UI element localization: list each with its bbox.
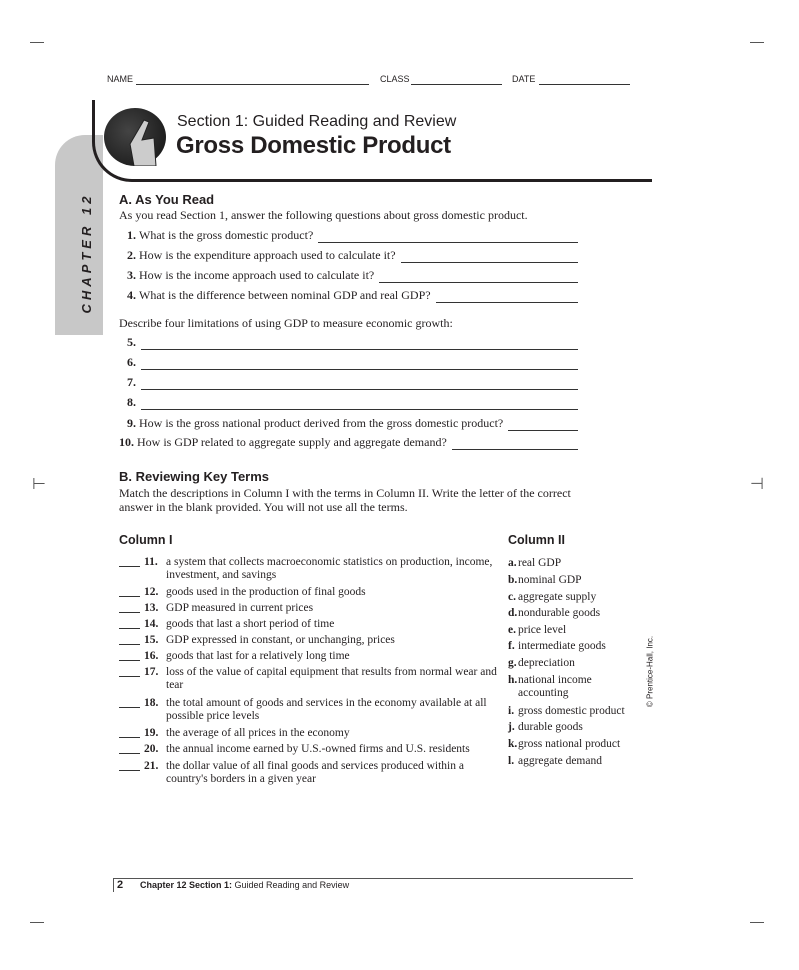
- answer-field[interactable]: [318, 233, 578, 243]
- term-text: nominal GDP: [518, 574, 582, 586]
- column-1-item: [119, 650, 499, 663]
- answer-field[interactable]: [141, 380, 578, 390]
- item-text: GDP expressed in constant, or unchanging, prices: [166, 634, 395, 646]
- question-number: 10.: [119, 435, 134, 449]
- question-1: [127, 228, 578, 243]
- question-number: 8.: [127, 395, 136, 409]
- question-number: 2.: [127, 248, 136, 262]
- item-letter: d.: [508, 607, 518, 619]
- question-text: How is the expenditure approach used to calculate it?: [139, 248, 396, 262]
- section-label: Section 1: Guided Reading and Review: [177, 113, 457, 130]
- item-text: goods that last a short period of time: [166, 618, 335, 630]
- question-number: 1.: [127, 228, 136, 242]
- item-number: 13.: [144, 602, 159, 614]
- question-2: [127, 248, 578, 263]
- question-9: [127, 416, 578, 431]
- question-number: 6.: [127, 355, 136, 369]
- name-label: NAME: [107, 74, 134, 84]
- class-field[interactable]: [411, 84, 502, 85]
- date-label: DATE: [512, 74, 536, 84]
- item-number: 14.: [144, 618, 159, 630]
- section-heading: A. As You Read: [119, 192, 215, 207]
- column-1-item: [119, 727, 499, 740]
- column-2-item: [508, 607, 638, 620]
- item-number: 16.: [144, 650, 159, 662]
- answer-blank[interactable]: [119, 586, 140, 597]
- column-2-heading: Column II: [508, 533, 565, 547]
- question-text: What is the difference between nominal GDP and real GDP?: [139, 288, 431, 302]
- item-number: 17.: [144, 666, 159, 678]
- chapter-label: CHAPTER 12: [79, 192, 94, 314]
- footer-text: [140, 880, 349, 890]
- term-text: depreciation: [518, 657, 575, 669]
- date-field[interactable]: [539, 84, 630, 85]
- instructions: As you read Section 1, answer the following questions about gross domestic product.: [119, 208, 528, 222]
- term-text: durable goods: [518, 721, 583, 733]
- answer-blank[interactable]: [119, 743, 140, 754]
- class-label: CLASS: [380, 74, 410, 84]
- item-letter: i.: [508, 705, 515, 717]
- describe-prompt: Describe four limitations of using GDP to measure economic growth:: [119, 316, 453, 330]
- footer-section: Guided Reading and Review: [232, 880, 350, 890]
- term-text: gross domestic product: [518, 705, 625, 717]
- column-1-item: [119, 602, 499, 615]
- item-number: 18.: [144, 697, 159, 709]
- question-number: 4.: [127, 288, 136, 302]
- blank-5: [127, 335, 578, 350]
- column-2-item: [508, 657, 638, 670]
- item-letter: b.: [508, 574, 518, 586]
- item-text: the dollar value of all final goods and services produced within a country's borders in a given year: [166, 760, 464, 785]
- page-number: 2: [113, 878, 127, 892]
- column-1-item: [119, 760, 499, 786]
- question-number: 3.: [127, 268, 136, 282]
- registration-mark: ⊣: [750, 476, 764, 493]
- answer-field[interactable]: [452, 440, 578, 450]
- answer-blank[interactable]: [119, 602, 140, 613]
- crop-mark: [750, 42, 764, 43]
- column-1-item: [119, 697, 499, 723]
- answer-blank[interactable]: [119, 650, 140, 661]
- column-2-item: [508, 705, 638, 718]
- item-text: GDP measured in current prices: [166, 602, 314, 614]
- term-text: gross national product: [518, 738, 621, 750]
- answer-blank[interactable]: [119, 727, 140, 738]
- question-4: [127, 288, 578, 303]
- item-text: the annual income earned by U.S.-owned firms and U.S. residents: [166, 743, 470, 755]
- question-text: How is the income approach used to calculate it?: [139, 268, 375, 282]
- column-1-item: [119, 618, 499, 631]
- page-title: Gross Domestic Product: [176, 132, 451, 159]
- item-letter: l.: [508, 755, 515, 767]
- item-text: the average of all prices in the economy: [166, 727, 350, 739]
- name-field[interactable]: [136, 84, 369, 85]
- registration-mark: ⊢: [32, 476, 46, 493]
- blank-6: [127, 355, 578, 370]
- question-text: How is GDP related to aggregate supply and aggregate demand?: [137, 435, 447, 449]
- answer-field[interactable]: [141, 340, 578, 350]
- answer-field[interactable]: [436, 293, 578, 303]
- footer-rule: [113, 878, 633, 879]
- item-number: 21.: [144, 760, 159, 772]
- column-1-item: [119, 634, 499, 647]
- column-2-item: [508, 721, 638, 734]
- column-1-item: [119, 556, 499, 582]
- item-number: 20.: [144, 743, 159, 755]
- item-letter: e.: [508, 624, 516, 636]
- column-2-item: [508, 624, 638, 637]
- instructions: answer in the blank provided. You will not use all the terms.: [119, 500, 408, 514]
- item-text: a system that collects macroeconomic statistics on production, income, investment, and savings: [166, 556, 493, 581]
- column-1-item: [119, 666, 499, 692]
- item-letter: g.: [508, 657, 517, 669]
- answer-field[interactable]: [141, 360, 578, 370]
- column-2-item: [508, 738, 638, 751]
- term-text: aggregate supply: [518, 591, 597, 603]
- item-number: 11.: [144, 556, 158, 568]
- term-text: price level: [518, 624, 567, 636]
- column-1-heading: Column I: [119, 533, 173, 547]
- question-text: What is the gross domestic product?: [139, 228, 314, 242]
- answer-blank[interactable]: [119, 634, 140, 645]
- answer-blank[interactable]: [119, 666, 140, 677]
- item-letter: k.: [508, 738, 518, 750]
- question-number: 7.: [127, 375, 136, 389]
- item-number: 12.: [144, 586, 159, 598]
- column-2-item: [508, 640, 638, 653]
- term-text: aggregate demand: [518, 755, 602, 767]
- item-number: 15.: [144, 634, 159, 646]
- item-text: goods that last for a relatively long time: [166, 650, 350, 662]
- crop-mark: [30, 42, 44, 43]
- question-3: [127, 268, 578, 283]
- item-text: the total amount of goods and services in the economy available at all possible price levels: [166, 697, 487, 722]
- answer-field[interactable]: [508, 421, 578, 431]
- item-text: goods used in the production of final goods: [166, 586, 366, 598]
- item-letter: h.: [508, 674, 518, 686]
- answer-field[interactable]: [401, 253, 578, 263]
- answer-blank[interactable]: [119, 760, 140, 771]
- question-text: How is the gross national product derived from the gross domestic product?: [139, 416, 504, 430]
- item-text: loss of the value of capital equipment that results from normal wear and tear: [166, 666, 497, 691]
- question-number: 9.: [127, 416, 136, 430]
- column-1-item: [119, 586, 499, 599]
- answer-blank[interactable]: [119, 556, 140, 567]
- answer-field[interactable]: [379, 273, 578, 283]
- question-number: 5.: [127, 335, 136, 349]
- item-letter: j.: [508, 721, 515, 733]
- item-letter: c.: [508, 591, 516, 603]
- crop-mark: [30, 922, 44, 923]
- column-2-item: [508, 755, 638, 768]
- blank-8: [127, 395, 578, 410]
- term-text: nondurable goods: [518, 607, 601, 619]
- item-number: 19.: [144, 727, 159, 739]
- column-1-item: [119, 743, 499, 756]
- item-letter: f.: [508, 640, 515, 652]
- crop-mark: [750, 922, 764, 923]
- column-2-item: [508, 574, 638, 587]
- blank-7: [127, 375, 578, 390]
- term-text: national income accounting: [518, 674, 592, 699]
- footer-chapter: Chapter 12 Section 1:: [140, 880, 233, 890]
- item-letter: a.: [508, 557, 517, 569]
- section-heading: B. Reviewing Key Terms: [119, 469, 270, 484]
- term-text: real GDP: [518, 557, 562, 569]
- answer-field[interactable]: [141, 400, 578, 410]
- instructions: Match the descriptions in Column I with the terms in Column II. Write the letter of the correct: [119, 486, 571, 500]
- copyright: © Prentice-Hall, Inc.: [645, 635, 655, 708]
- answer-blank[interactable]: [119, 697, 140, 708]
- column-2-item: [508, 674, 638, 700]
- answer-blank[interactable]: [119, 618, 140, 629]
- pointing-hand-icon: [104, 108, 166, 166]
- question-10: [119, 435, 578, 450]
- column-2-item: [508, 557, 638, 570]
- term-text: intermediate goods: [518, 640, 606, 652]
- column-2-item: [508, 591, 638, 604]
